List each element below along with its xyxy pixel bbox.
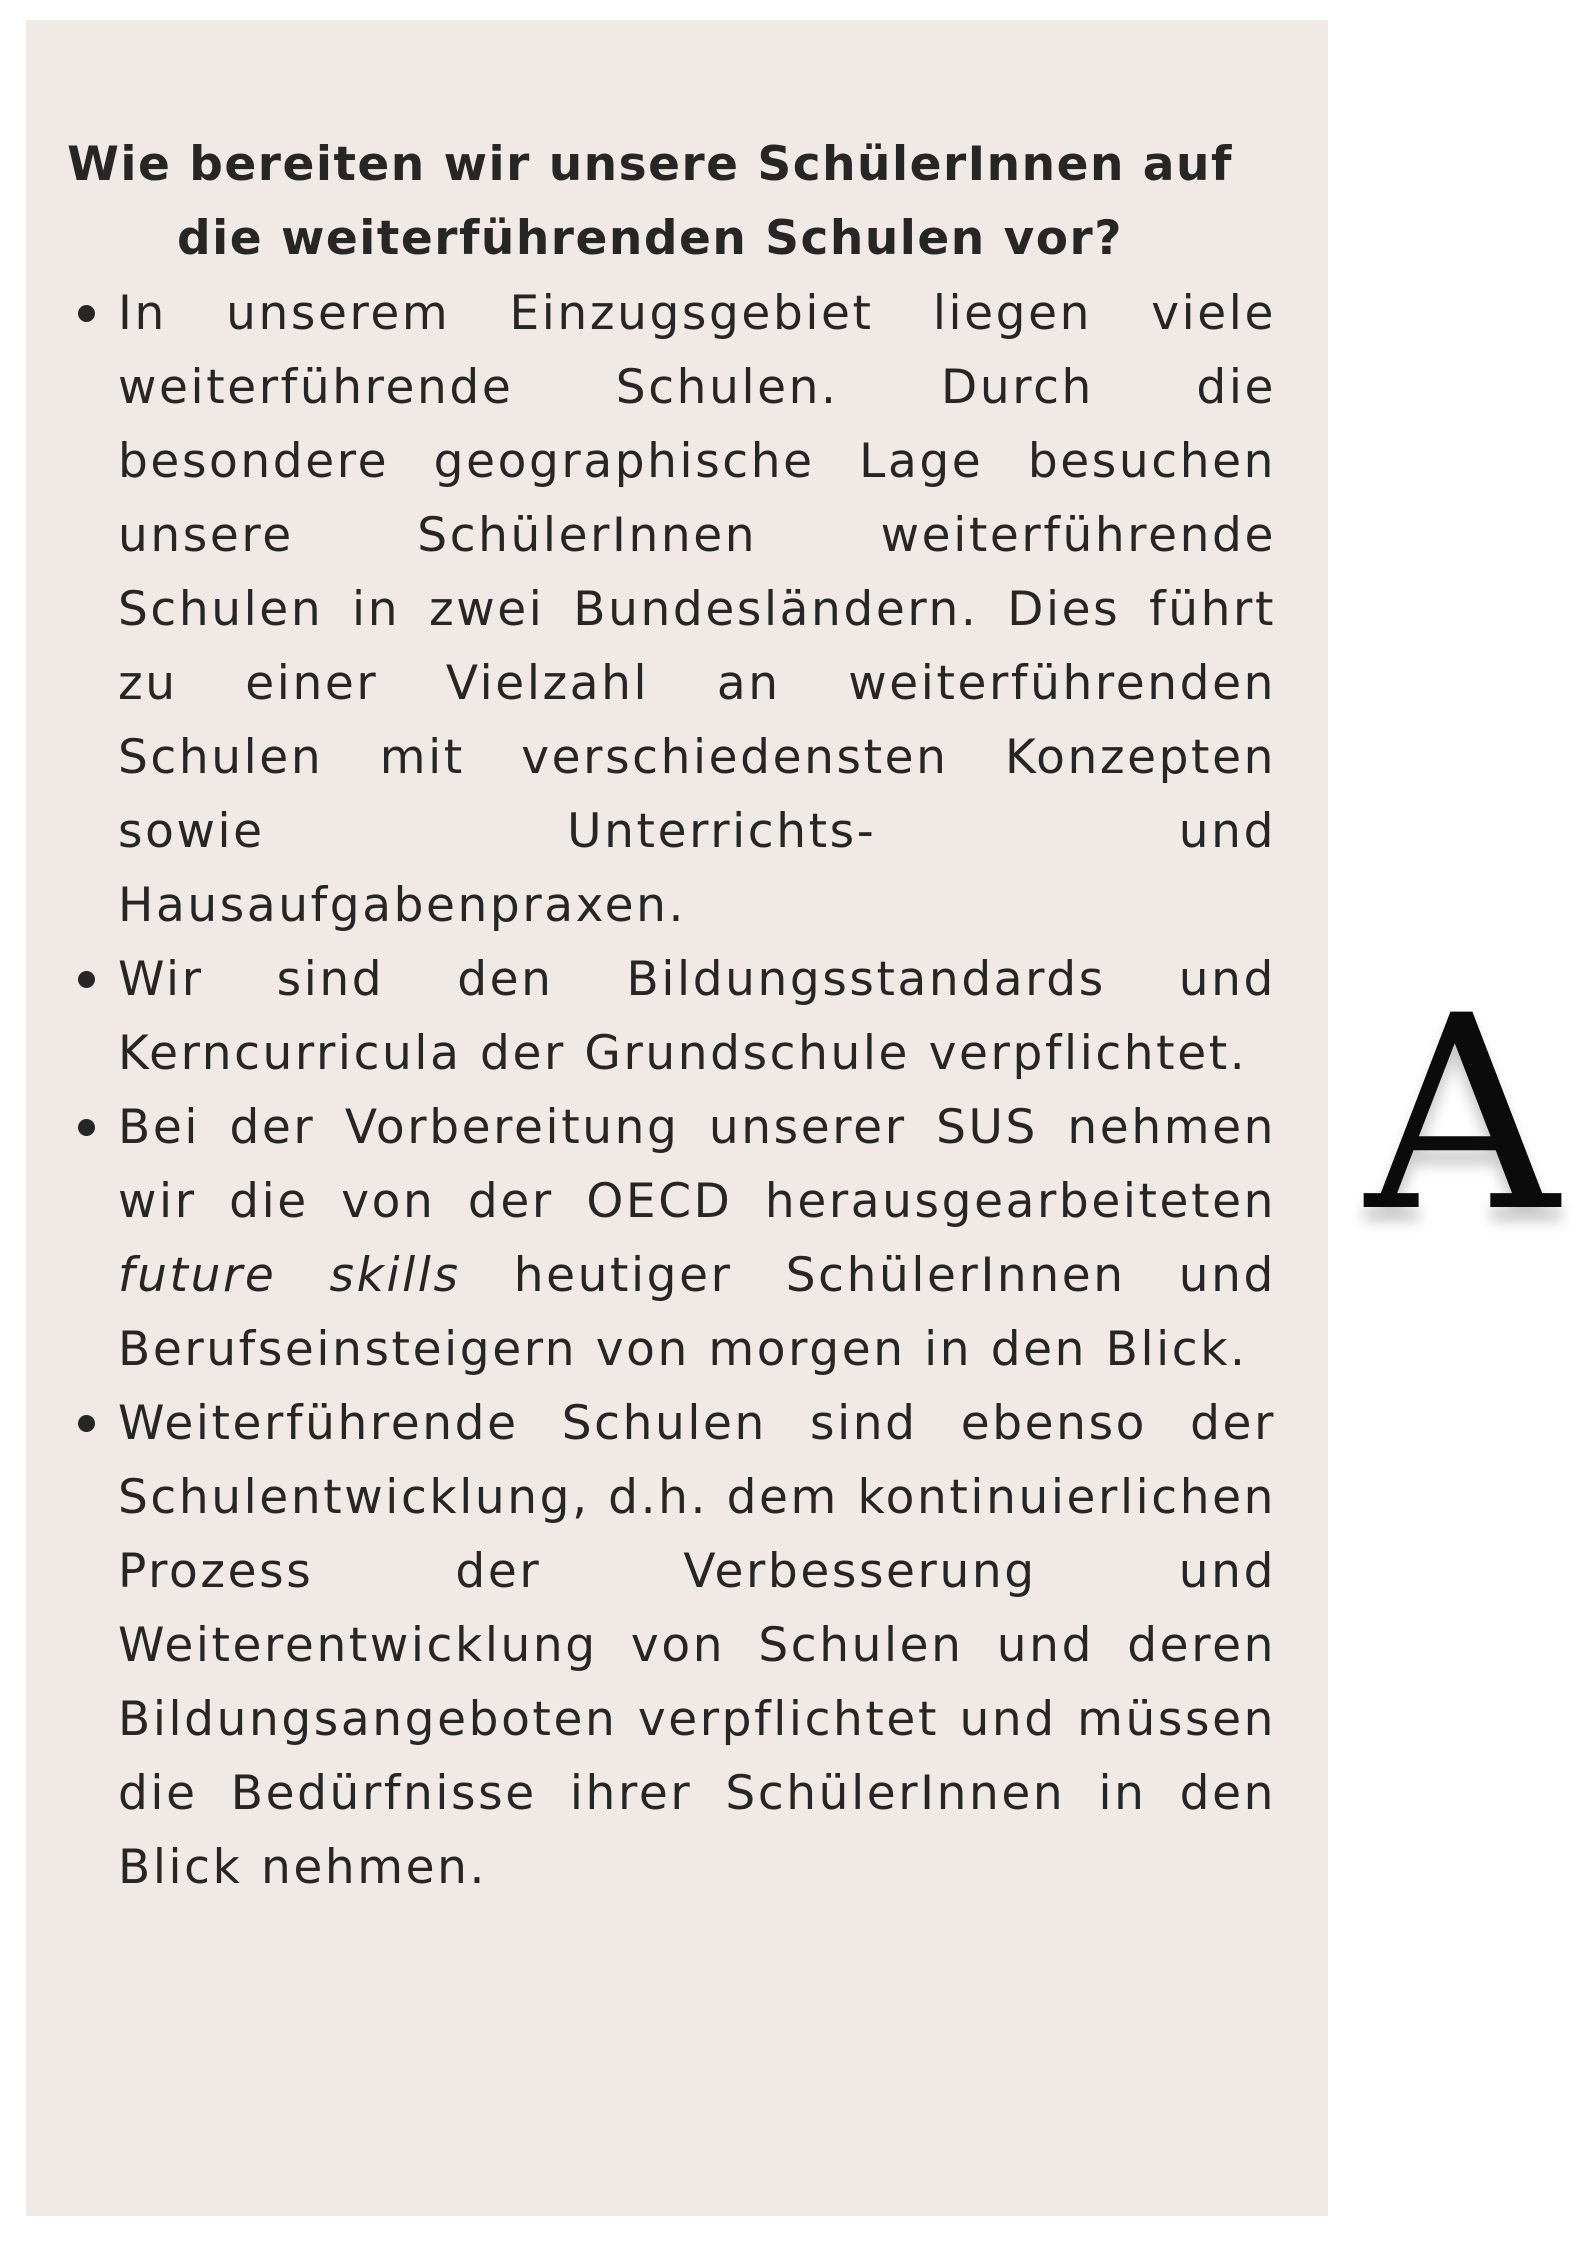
bullet-item-future-skills	[118, 1091, 1276, 1387]
bullet-item-school-development: Weiterführende Schulen sind ebenso der Schulentwicklung, d.h. dem kontinuierlichen Prozess der Verbesserung und Weiterentwicklung von Schulen und deren Bildungsangeboten verpflichtet und müssen die Bedürfnisse ihrer SchülerInnen in den Blick nehmen.	[118, 1387, 1276, 1905]
bullet-text-italic: future skills	[118, 1248, 461, 1303]
bullet-list	[118, 277, 1276, 1905]
side-letter: A	[1365, 959, 1559, 1271]
bullet-item-standards: Wir sind den Bildungsstandards und Kerncurricula der Grundschule verpflichtet.	[118, 943, 1276, 1091]
bullet-text-part: heutiger SchülerInnen und Berufseinsteigern von morgen in den Blick.	[118, 1248, 1276, 1377]
page-title: Wie bereiten wir unsere SchülerInnen auf die weiterführenden Schulen vor?	[67, 137, 1233, 266]
bullet-text-part: Bei der Vorbereitung unserer SUS nehmen wir die von der OECD herausgearbeiteten	[118, 1100, 1276, 1229]
bullet-item-region: In unserem Einzugsgebiet liegen viele weiterführende Schulen. Durch die besondere geographische Lage besuchen unsere SchülerInnen weiterführende Schulen in zwei Bundesländern. Dies führt zu einer Vielzahl an weiterführenden Schulen mit verschiedensten Konzepten sowie Unterrichts- und Hausaufgabenpraxen.	[118, 277, 1276, 943]
